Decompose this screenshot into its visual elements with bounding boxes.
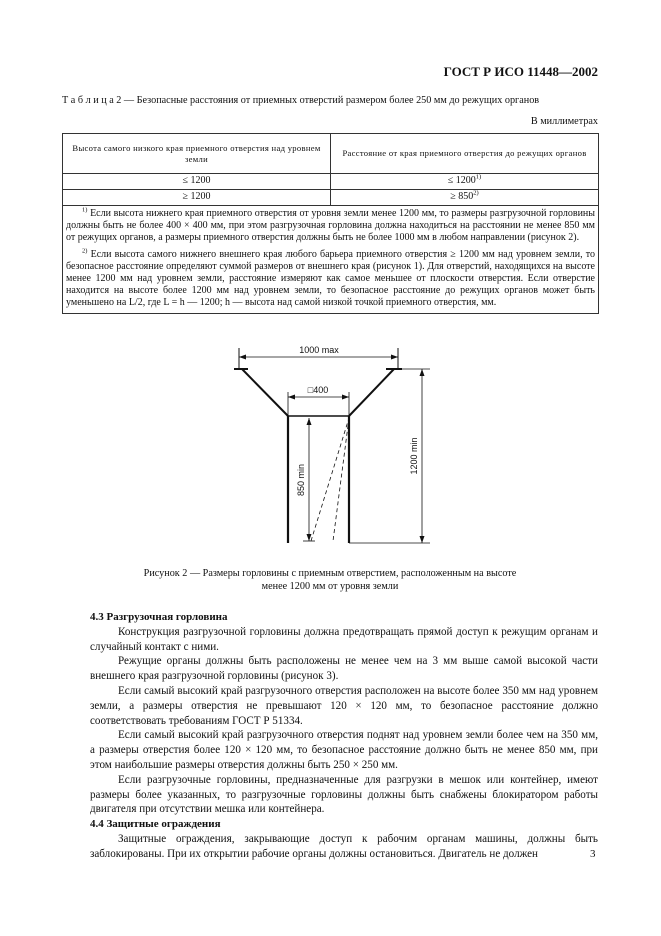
dim-label-top: 1000 max (299, 345, 339, 355)
paragraph: Конструкция разгрузочной горловины должна предотвращать прямой доступ к режущим органам и случайный контакт с ними. (90, 625, 598, 653)
table-cell: ≥ $850^{2)}$ (331, 190, 599, 206)
paragraph: Если самый высокий край разгрузочного отверстия поднят над уровнем земли более чем на 350 мм, а размеры отверстия более 120 × 120 мм, то безопасное расстояние должно быть не менее 850 мм, при этом наибольшие размеры отверстия должны быть 250 × 250 мм. (90, 729, 598, 771)
dim-label-1200: 1200 min (409, 437, 419, 475)
section-4-3 (90, 610, 598, 862)
section-title: 4.3 Разгрузочная горловина (90, 611, 228, 623)
table-units: В миллиметрах (530, 116, 598, 127)
figure-caption: Рисунок 2 — Размеры горловины с приемным отверстием, расположенным на высоте менее 1200 мм от уровня земли (143, 568, 517, 592)
document-id: ГОСТ Р ИСО 11448—2002 (443, 64, 598, 79)
page-number: 3 (590, 848, 596, 860)
dim-label-850: 850 min (296, 463, 306, 497)
section-title: 4.4 Защитные ограждения (90, 818, 221, 831)
footnote-2: $^{2)}$ Если высота самого нижнего внешнего края любого барьера приемного отверстия ≥ 1200 мм над уровнем земли, то безопасное расстояние определяют суммой размеров от внешнего края (рисунок 1). Для отверстий, находящихся на высоте менее 1200 мм над уровнем земли, расстояние измеряют как самое меньшее от плоскости отверстия. Если отверстие находится на высоте более 1200 мм над уровнем земли, то безопасное расстояние до режущих органов может быть уменьшено на L/2, где L = h — 1200; h — высота над самой низкой точкой приемного отверстия, мм. (66, 247, 595, 309)
paragraph: Режущие органы должны быть расположены не менее чем на 3 мм выше самой высокой части внешнего края разгрузочной горловины (рисунок 3). (90, 655, 598, 683)
dim-label-opening: □400 (307, 385, 329, 395)
footnote-ref: 1) (475, 174, 482, 182)
column-header-distance: Расстояние от края приемного отверстия до режущих органов (331, 134, 599, 174)
table-cell: ≤ 1200 (63, 174, 331, 190)
paragraph: Если самый высокий край разгрузочного отверстия расположен на высоте более 350 мм над уровнем земли, а размеры отверстия не превышают 120 × 120 мм, то безопасное расстояние должно соответствовать требованиям ГОСТ Р 51334. (90, 684, 598, 727)
table-caption: Т а б л и ц а 2 — Безопасные расстояния от приемных отверстий размером более 250 мм до режущих органов (62, 95, 540, 106)
table-cell: ≤ $1200^{1)}$ (331, 174, 599, 190)
footnote-ref: 2) (473, 190, 479, 198)
footnote-1: $^{1)}$ Если высота нижнего края приемного отверстия от уровня земли менее 1200 мм, то размеры разгрузочной горловины должны быть не более 400 × 400 мм, при этом разгрузочная горловина должна находиться на расстоянии не менее 850 мм от режущих органов, а размеры приемного отверстия должны быть не более 1000 мм в любом направлении (рисунок 2). (66, 206, 595, 244)
paragraph: Если разгрузочные горловины, предназначенные для разгрузки в мешок или контейнер, имеют размеры более указанных, то разгрузочные горловины должны быть снабжены блокиратором работы двигателя при отсутствии мешка или контейнера. (90, 773, 598, 816)
table-cell: ≥ 1200 (63, 190, 331, 206)
paragraph: Защитные ограждения, закрывающие доступ к рабочим органам машины, должны быть заблокированы. При их открытии рабочие органы должны остановиться. Двигатель не должен (90, 832, 598, 860)
column-header-height: Высота самого низкого края приемного отверстия над уровнем земли (63, 134, 331, 174)
